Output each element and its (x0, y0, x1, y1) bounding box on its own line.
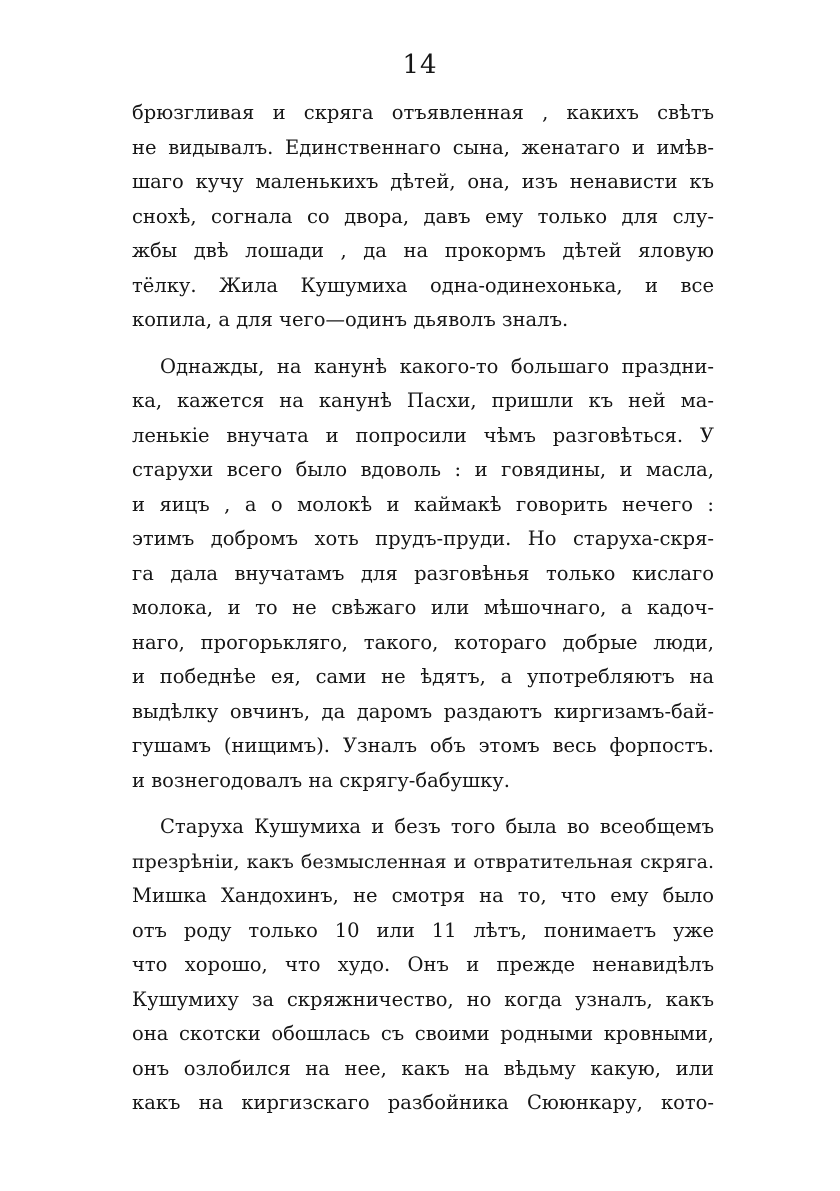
text-line: и яицъ , а о молокѣ и каймакѣ говорить нечего : (132, 492, 714, 516)
text-line: жбы двѣ лошади , да на прокормъ дѣтей яловую (132, 239, 714, 262)
text-line: копила, а для чего—одинъ дьяволъ зналъ. (132, 308, 569, 331)
text-line: шаго кучу маленькихъ дѣтей, она, изъ ненависти къ (132, 170, 714, 193)
text-line: гушамъ (нищимъ). Узналъ объ этомъ весь форпостъ. (132, 734, 714, 757)
body-text (132, 96, 714, 1121)
paragraph-spacer (132, 338, 714, 350)
page-number: 14 (402, 50, 438, 80)
text-line: презрѣніи, какъ безмысленная и отвратительная скряга. (132, 850, 714, 873)
text-line: и вознегодовалъ на скрягу-бабушку. (132, 768, 510, 792)
text-line: ка, кажется на канунѣ Пасхи, пришли къ ней ма- (132, 389, 714, 412)
text-line: ленькіе внучата и попросили чѣмъ разговѣться. У (132, 423, 714, 447)
text-line: этимъ добромъ хоть прудъ-пруди. Но старуха-скря- (132, 527, 714, 550)
text-line: наго, прогорькляго, такого, котораго добрые люди, (132, 630, 714, 654)
text-line: молока, и то не свѣжаго или мѣшочнаго, а кадоч- (132, 596, 714, 619)
text-line: старухи всего было вдоволь : и говядины, и масла, (132, 458, 714, 481)
text-line: она скотски обошлась съ своими родными кровными, (132, 1022, 714, 1045)
text-line: выдѣлку овчинъ, да даромъ раздаютъ киргизамъ-бай- (132, 699, 714, 723)
text-line: Старуха Кушумиха и безъ того была во всеобщемъ (160, 815, 714, 838)
text-line: Однажды, на канунѣ какого-то большаго праздни- (160, 354, 714, 378)
text-line: га дала внучатамъ для разговѣнья только кислаго (132, 561, 714, 585)
text-line: Мишка Хандохинъ, не смотря на то, что ему было (132, 884, 714, 907)
text-line: снохѣ, согнала со двора, давъ ему только для слу- (132, 204, 714, 228)
text-line: брюзгливая и скряга отъявленная , какихъ свѣтъ (132, 101, 714, 124)
paragraph (132, 810, 714, 1121)
text-line: отъ роду только 10 или 11 лѣтъ, понимаетъ уже (132, 918, 714, 942)
text-line: тёлку. Жила Кушумиха одна-одинехонька, и все (132, 273, 714, 297)
paragraph-spacer (132, 798, 714, 810)
text-line: какъ на киргизскаго разбойника Сююнкару, кото- (132, 1091, 714, 1114)
paragraph (132, 96, 714, 338)
text-line: Кушумиху за скряжничество, но когда узналъ, какъ (132, 987, 714, 1011)
text-line: что хорошо, что худо. Онъ и прежде ненавидѣлъ (132, 953, 714, 976)
text-line: онъ озлобился на нее, какъ на вѣдьму какую, или (132, 1056, 714, 1080)
paragraph (132, 350, 714, 799)
text-line: и победнѣе ея, сами не ѣдятъ, а употребляютъ на (132, 665, 714, 688)
text-line: не видывалъ. Единственнаго сына, женатаго и имѣв- (132, 135, 714, 159)
